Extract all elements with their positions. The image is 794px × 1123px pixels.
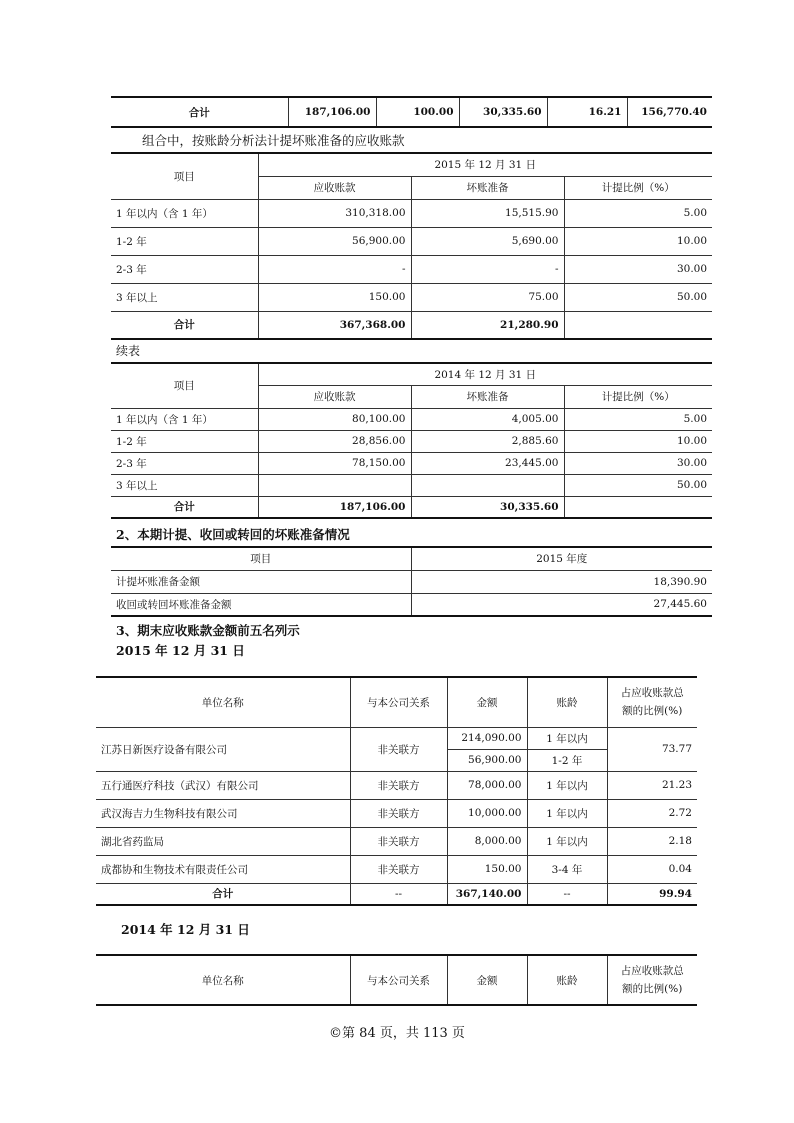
col-amount-header: 金额: [447, 677, 527, 727]
table-row: [111, 408, 712, 430]
top-total-label: 合计: [111, 97, 288, 127]
total-label: 合计: [96, 883, 350, 905]
row-label: 1-2 年: [111, 430, 258, 452]
row-bad: 5,690.00: [411, 227, 564, 255]
table-row: [111, 452, 712, 474]
company-ratio: 21.23: [607, 771, 697, 799]
row-ar: 310,318.00: [258, 199, 411, 227]
table-row: [96, 727, 697, 749]
row-ar: 150.00: [258, 283, 411, 311]
row-bad: 4,005.00: [411, 408, 564, 430]
col-ratio-header: [607, 955, 697, 1005]
top-total-value: 30,335.60: [459, 97, 547, 127]
section3-date-2014: 2014 年 12 月 31 日: [121, 922, 250, 937]
company-ratio: 2.18: [607, 827, 697, 855]
row-ar: -: [258, 255, 411, 283]
total-ratio: [564, 311, 712, 339]
table-row: [96, 799, 697, 827]
company-name: 武汉海吉力生物科技有限公司: [96, 799, 350, 827]
company-age: 1 年以内: [527, 827, 607, 855]
total-row: [111, 496, 712, 518]
total-row: [96, 883, 697, 905]
item-header: 项目: [111, 547, 411, 570]
row-bad: 2,885.60: [411, 430, 564, 452]
company-age: 3-4 年: [527, 855, 607, 883]
aging-intro: 组合中，按账龄分析法计提坏账准备的应收账款: [142, 133, 405, 148]
row-bad: 15,515.90: [411, 199, 564, 227]
company-name: 湖北省药监局: [96, 827, 350, 855]
column-header: 应收账款: [258, 176, 411, 199]
total-age: --: [527, 883, 607, 905]
row-value: 18,390.90: [411, 570, 712, 593]
top-total-table: [111, 96, 712, 128]
company-relation: 非关联方: [350, 827, 447, 855]
table-row: [111, 570, 712, 593]
table-row: [111, 255, 712, 283]
row-label: 3 年以上: [111, 474, 258, 496]
table-row: [111, 474, 712, 496]
company-amount: 150.00: [447, 855, 527, 883]
company-relation: 非关联方: [350, 771, 447, 799]
company-age: 1 年以内: [527, 771, 607, 799]
table-row: [96, 855, 697, 883]
aging-2014-table: [111, 362, 712, 519]
row-label: 2-3 年: [111, 255, 258, 283]
top-total-value: 187,106.00: [288, 97, 376, 127]
company-name: 成都协和生物技术有限责任公司: [96, 855, 350, 883]
table-row: [111, 430, 712, 452]
company-age: 1 年以内: [527, 727, 607, 749]
row-ratio: 50.00: [564, 283, 712, 311]
table-row: [111, 283, 712, 311]
top-total-value: 16.21: [547, 97, 627, 127]
table-row: [96, 771, 697, 799]
col-name-header: 单位名称: [96, 955, 350, 1005]
company-relation: 非关联方: [350, 799, 447, 827]
row-label: 1-2 年: [111, 227, 258, 255]
company-amount: 8,000.00: [447, 827, 527, 855]
section2-heading: 2、本期计提、收回或转回的坏账准备情况: [116, 527, 350, 542]
row-bad: 23,445.00: [411, 452, 564, 474]
company-name: 五行通医疗科技（武汉）有限公司: [96, 771, 350, 799]
col-amount-header: 金额: [447, 955, 527, 1005]
row-ratio: 10.00: [564, 430, 712, 452]
company-amount: 214,090.00: [447, 727, 527, 749]
row-ar: 56,900.00: [258, 227, 411, 255]
total-row: [111, 311, 712, 339]
column-header: 计提比例（%）: [564, 385, 712, 408]
column-header: 应收账款: [258, 385, 411, 408]
section3-heading: 3、期末应收账款金额前五名列示: [116, 623, 300, 638]
company-age: 1 年以内: [527, 799, 607, 827]
top5-2014-table: [96, 954, 697, 1006]
aging-2015-table: [111, 152, 712, 340]
date-header: 2015 年 12 月 31 日: [258, 153, 712, 176]
row-ratio: 30.00: [564, 452, 712, 474]
col-age-header: 账龄: [527, 677, 607, 727]
table-row: [111, 593, 712, 616]
row-ratio: 5.00: [564, 408, 712, 430]
item-header: 项目: [111, 153, 258, 199]
company-amount: 78,000.00: [447, 771, 527, 799]
total-ar: 187,106.00: [258, 496, 411, 518]
section3-date-2015: 2015 年 12 月 31 日: [116, 643, 245, 658]
total-amount: 367,140.00: [447, 883, 527, 905]
row-label: 1 年以内（含 1 年）: [111, 199, 258, 227]
row-bad: [411, 474, 564, 496]
table-row: [111, 227, 712, 255]
company-age: 1-2 年: [527, 749, 607, 771]
section2-table: [111, 546, 712, 617]
total-ratio: [564, 496, 712, 518]
row-label: 收回或转回坏账准备金额: [111, 593, 411, 616]
year-header: 2015 年度: [411, 547, 712, 570]
top-total-value: 156,770.40: [627, 97, 712, 127]
col-ratio-header-line2: 额的比例(%): [622, 983, 683, 995]
table-row: [111, 199, 712, 227]
col-relation-header: 与本公司关系: [350, 955, 447, 1005]
row-ar: 28,856.00: [258, 430, 411, 452]
total-label: 合计: [111, 496, 258, 518]
row-bad: -: [411, 255, 564, 283]
table-row: [96, 827, 697, 855]
date-header: 2014 年 12 月 31 日: [258, 363, 712, 385]
total-ratio: 99.94: [607, 883, 697, 905]
row-ar: 78,150.00: [258, 452, 411, 474]
total-bad: 30,335.60: [411, 496, 564, 518]
col-ratio-header-line1: 占应收账款总: [620, 965, 684, 977]
company-ratio: 0.04: [607, 855, 697, 883]
row-ratio: 5.00: [564, 199, 712, 227]
col-name-header: 单位名称: [96, 677, 350, 727]
row-label: 3 年以上: [111, 283, 258, 311]
column-header: 计提比例（%）: [564, 176, 712, 199]
column-header: 坏账准备: [411, 176, 564, 199]
top-total-value: 100.00: [376, 97, 459, 127]
row-ratio: 10.00: [564, 227, 712, 255]
col-ratio-header-line1: 占应收账款总: [620, 687, 684, 700]
row-label: 2-3 年: [111, 452, 258, 474]
row-ar: [258, 474, 411, 496]
total-relation: --: [350, 883, 447, 905]
row-ratio: 50.00: [564, 474, 712, 496]
row-bad: 75.00: [411, 283, 564, 311]
company-amount: 56,900.00: [447, 749, 527, 771]
column-header: 坏账准备: [411, 385, 564, 408]
col-ratio-header: [607, 677, 697, 727]
item-header: 项目: [111, 363, 258, 408]
col-relation-header: 与本公司关系: [350, 677, 447, 727]
company-ratio: 73.77: [607, 727, 697, 771]
col-ratio-header-line2: 额的比例(%): [622, 705, 683, 718]
row-ar: 80,100.00: [258, 408, 411, 430]
page-footer: ©第 84 页，共 113 页: [329, 1026, 465, 1041]
total-ar: 367,368.00: [258, 311, 411, 339]
row-label: 1 年以内（含 1 年）: [111, 408, 258, 430]
total-label: 合计: [111, 311, 258, 339]
company-relation: 非关联方: [350, 855, 447, 883]
row-ratio: 30.00: [564, 255, 712, 283]
continued-label: 续表: [116, 344, 141, 358]
col-age-header: 账龄: [527, 955, 607, 1005]
total-bad: 21,280.90: [411, 311, 564, 339]
company-ratio: 2.72: [607, 799, 697, 827]
row-label: 计提坏账准备金额: [111, 570, 411, 593]
top5-2015-table: [96, 676, 697, 906]
company-amount: 10,000.00: [447, 799, 527, 827]
company-name: 江苏日新医疗设备有限公司: [96, 727, 350, 771]
row-value: 27,445.60: [411, 593, 712, 616]
company-relation: 非关联方: [350, 727, 447, 771]
